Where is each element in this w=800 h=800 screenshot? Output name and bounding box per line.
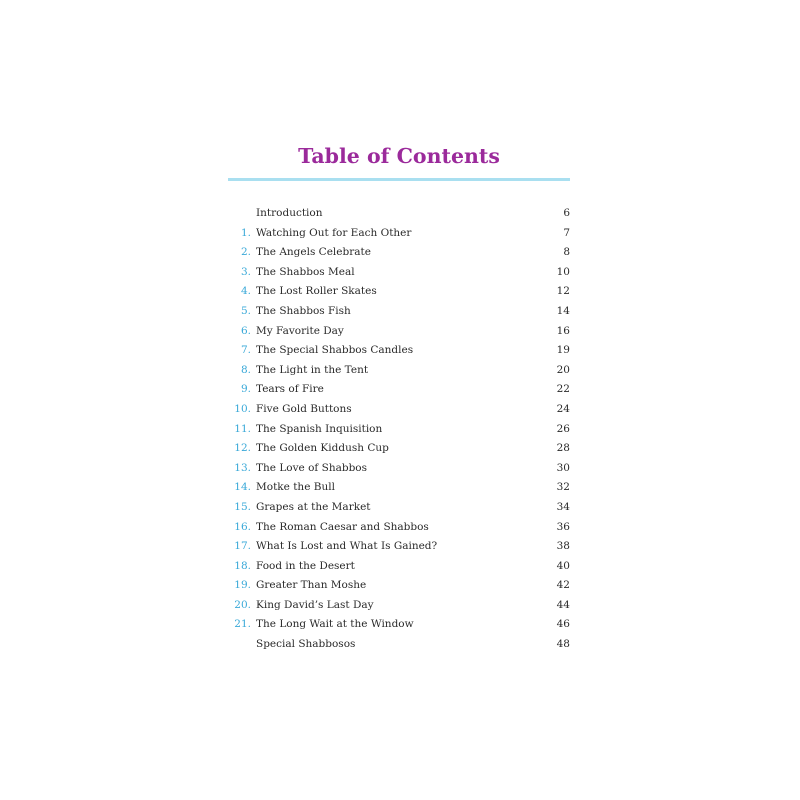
chapter-title: Five Gold Buttons [256, 402, 352, 415]
chapter-number: 8. [240, 363, 251, 376]
page-number: 14 [556, 304, 570, 317]
toc-page [228, 140, 570, 651]
chapter-number: 4. [240, 285, 251, 298]
toc-entry[interactable] [228, 557, 570, 577]
toc-entry[interactable] [228, 576, 570, 596]
page-number: 12 [556, 285, 570, 298]
toc-entry[interactable] [228, 518, 570, 538]
page-number: 22 [556, 383, 570, 396]
chapter-number: 2. [240, 246, 251, 259]
toc-entry[interactable] [228, 400, 570, 420]
page-number: 10 [556, 265, 570, 278]
chapter-number: 5. [240, 304, 251, 317]
page-number: 34 [556, 500, 570, 513]
page-number: 8 [563, 246, 570, 259]
chapter-title: The Long Wait at the Window [256, 618, 414, 631]
page-number: 6 [563, 207, 570, 219]
chapter-number: 13. [234, 461, 251, 474]
page-title: Table of Contents [298, 144, 500, 168]
chapter-title: The Golden Kiddush Cup [256, 442, 389, 455]
toc-entry[interactable] [228, 282, 570, 302]
chapter-number: 21. [234, 618, 251, 631]
chapter-title: My Favorite Day [256, 324, 344, 337]
page-number: 32 [556, 481, 570, 494]
chapter-number: 6. [240, 324, 251, 337]
title-divider [228, 178, 570, 181]
toc-entry[interactable] [228, 322, 570, 342]
chapter-number: 16. [234, 520, 251, 533]
chapter-number: 1. [240, 226, 251, 239]
page-number: 46 [556, 618, 570, 631]
toc-entry[interactable] [228, 498, 570, 518]
toc-entry[interactable] [228, 596, 570, 616]
chapter-title: The Roman Caesar and Shabbos [256, 520, 429, 533]
chapter-title: Introduction [256, 207, 323, 219]
toc-entry[interactable] [228, 361, 570, 381]
page-number: 26 [556, 422, 570, 435]
chapter-title: Food in the Desert [256, 559, 355, 572]
chapter-title: The Light in the Tent [256, 363, 369, 376]
chapter-number: 14. [234, 481, 251, 494]
chapter-title: The Shabbos Fish [256, 304, 351, 317]
page-number: 42 [556, 579, 570, 592]
toc-entry[interactable] [228, 420, 570, 440]
chapter-number: 15. [234, 500, 251, 513]
page-number: 7 [563, 226, 570, 239]
chapter-number: 7. [240, 344, 251, 357]
chapter-title: Special Shabbosos [256, 638, 356, 651]
chapter-number: 18. [234, 559, 251, 572]
page-number: 24 [556, 402, 570, 415]
page-number: 28 [556, 442, 570, 455]
toc-entry[interactable] [228, 537, 570, 557]
chapter-title: What Is Lost and What Is Gained? [256, 540, 438, 553]
toc-entry[interactable] [228, 263, 570, 283]
page-number: 44 [556, 598, 570, 611]
toc-entry[interactable] [228, 380, 570, 400]
toc-entry[interactable] [228, 459, 570, 479]
toc-entry[interactable] [228, 243, 570, 263]
toc-entry[interactable] [228, 224, 570, 244]
page-number: 40 [556, 559, 570, 572]
chapter-number: 17. [234, 540, 251, 553]
chapter-title: Greater Than Moshe [256, 579, 367, 592]
page-number: 48 [556, 638, 570, 651]
page-number: 19 [556, 344, 570, 357]
chapter-number: 20. [234, 598, 251, 611]
chapter-number: 11. [234, 422, 251, 435]
page-number: 30 [556, 461, 570, 474]
toc-entry[interactable] [228, 439, 570, 459]
chapter-number: 12. [234, 442, 251, 455]
chapter-title: The Spanish Inquisition [256, 422, 383, 435]
chapter-number: 3. [240, 265, 251, 278]
page-number: 20 [556, 363, 570, 376]
toc-entry[interactable] [228, 204, 570, 224]
chapter-title: The Love of Shabbos [256, 461, 368, 474]
page-number: 36 [556, 520, 570, 533]
chapter-number: 9. [240, 383, 251, 396]
chapter-number: 19. [234, 579, 251, 592]
toc-entry[interactable] [228, 302, 570, 322]
chapter-title: Tears of Fire [256, 383, 324, 396]
chapter-title: The Special Shabbos Candles [256, 344, 414, 357]
toc-entry[interactable] [228, 615, 570, 635]
toc-entry[interactable] [228, 635, 570, 655]
toc-list [228, 204, 570, 655]
chapter-title: The Shabbos Meal [256, 265, 355, 278]
chapter-title: Watching Out for Each Other [256, 226, 412, 239]
chapter-title: The Lost Roller Skates [256, 285, 377, 298]
chapter-title: The Angels Celebrate [256, 246, 371, 259]
page-number: 38 [556, 540, 570, 553]
toc-entry[interactable] [228, 341, 570, 361]
toc-entry[interactable] [228, 478, 570, 498]
chapter-title: King David’s Last Day [256, 598, 374, 611]
page-number: 16 [556, 324, 570, 337]
chapter-title: Grapes at the Market [256, 500, 371, 513]
chapter-number: 10. [234, 402, 251, 415]
chapter-title: Motke the Bull [256, 481, 335, 494]
